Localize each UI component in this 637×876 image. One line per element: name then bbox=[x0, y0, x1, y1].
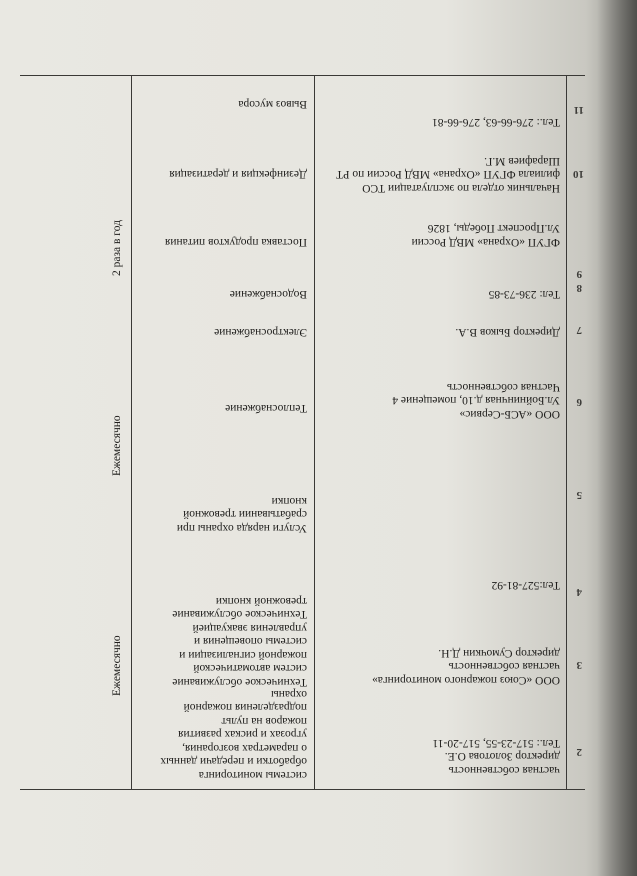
org-cell: Тел:527-81-92 bbox=[491, 579, 560, 591]
service-cell: Водоснабжение bbox=[229, 288, 307, 300]
column-divider-service bbox=[131, 76, 132, 790]
org-cell: частная собственность директор Золотова О.Е. Тел.: 517-23-55, 517-20-11 bbox=[432, 737, 560, 776]
org-cell: Тел.: 276-66-63, 276-66-81 bbox=[432, 116, 560, 128]
service-cell: Дезинфекция и дератизация bbox=[169, 168, 307, 180]
row-number: 10 bbox=[573, 168, 584, 180]
frequency-label: 2 раза в год bbox=[111, 219, 123, 276]
row-number: 11 bbox=[573, 104, 584, 116]
org-cell: Начальник отдела по эксплуатации ТСО филиала ФГУП «Охрана» МВД России по РТ Шарафиев М.Г. bbox=[335, 155, 560, 194]
row-number: 5 bbox=[576, 489, 582, 501]
row-number: 7 bbox=[576, 324, 582, 336]
service-cell: Поставка продуктов питания bbox=[164, 236, 307, 248]
table-top-border bbox=[20, 789, 585, 790]
service-cell: Услуги наряда охраны при срабатывании тревожной кнопки bbox=[176, 495, 307, 534]
frequency-label: Ежемесячно bbox=[111, 415, 123, 476]
column-divider-num bbox=[566, 76, 567, 790]
service-cell: Техническое обслуживание систем автоматической пожарной сигнализации и системы оповещения и управления эвакуацией Техническое обслуживание тревожной кнопки bbox=[172, 595, 307, 688]
service-cell: Электроснабжение bbox=[214, 326, 307, 338]
org-cell: Директор Быков В.А. bbox=[455, 326, 560, 338]
row-number: 6 bbox=[576, 396, 582, 408]
org-cell: ООО «Союз пожарного мониторинга» частная собственность директор Сумочкин Д.Н. bbox=[372, 647, 560, 686]
row-number: 4 bbox=[576, 586, 582, 598]
row-number: 8 bbox=[576, 282, 582, 294]
row-number: 9 bbox=[576, 268, 582, 280]
frequency-label: Ежемесячно bbox=[111, 635, 123, 696]
org-cell: ООО «АСБ-Сервис» Ул.Бойнинчная д.10, помещение 4 Частная собственность bbox=[392, 381, 560, 420]
service-cell: Теплоснабжение bbox=[225, 402, 307, 414]
table-bottom-border bbox=[20, 75, 585, 76]
row-number: 3 bbox=[576, 659, 582, 671]
service-cell: системы мониторинга обработки и передачи данных о параметрах возгорания, угрозах и рисках развития пожаров на пульт подразделения пожарной охраны bbox=[160, 688, 307, 781]
org-cell: Тел: 236-73-85 bbox=[488, 288, 560, 300]
row-number: 2 bbox=[576, 746, 582, 758]
org-cell: ФГУП «Охрана» МВД России Ул.Проспект Победы, 1826 bbox=[411, 222, 560, 248]
service-cell: Вывоз мусора bbox=[238, 98, 307, 110]
